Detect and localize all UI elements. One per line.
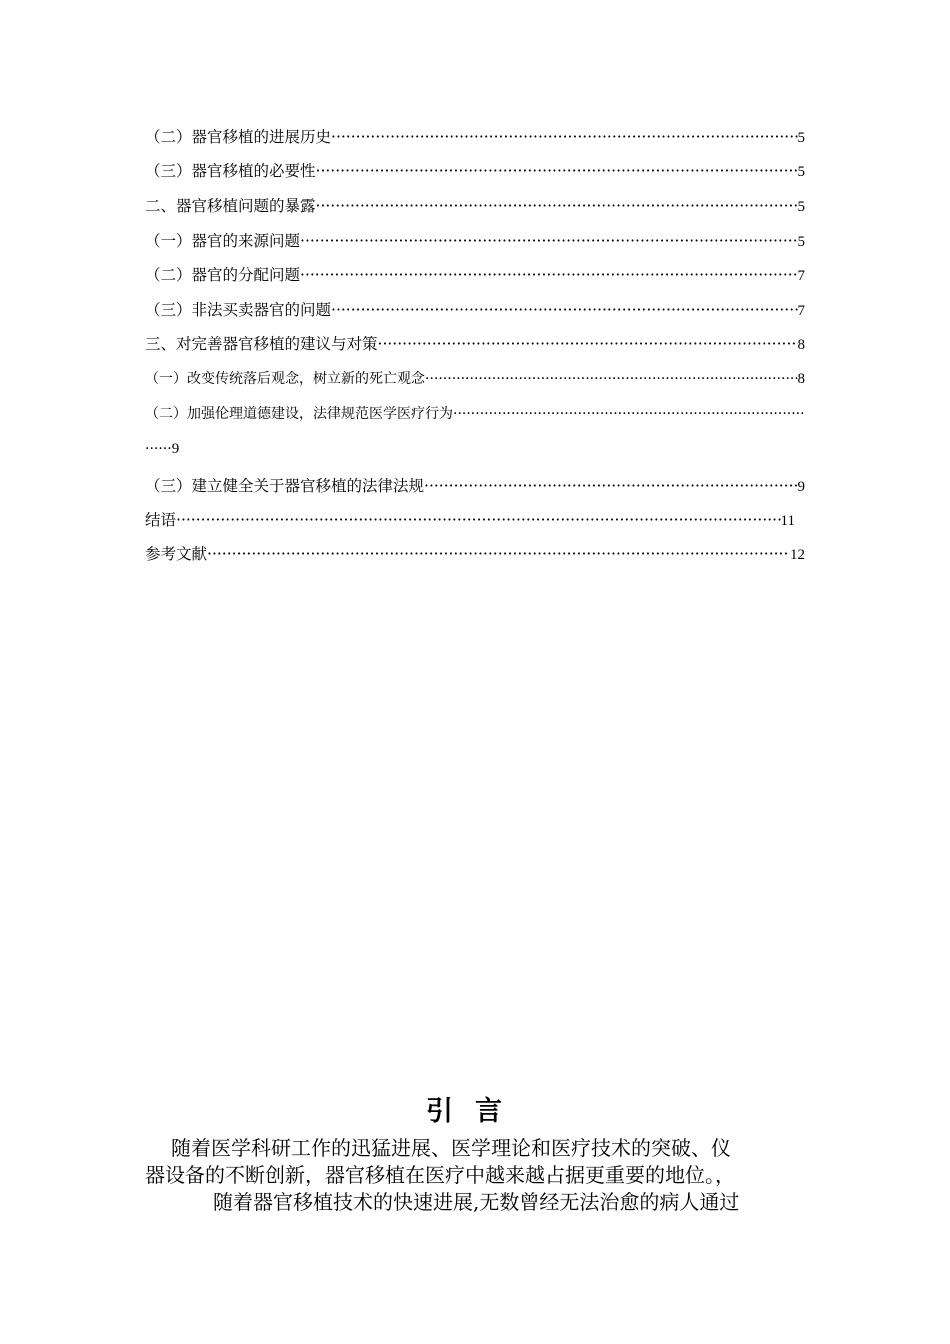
- toc-leader-dots: [300, 264, 797, 286]
- toc-entry-title: （一）改变传统落后观念，树立新的死亡观念: [145, 371, 425, 387]
- toc-entry-title: 参考文献: [145, 545, 208, 563]
- toc-entry[interactable]: [145, 195, 805, 217]
- toc-entry[interactable]: [145, 264, 805, 286]
- introduction-heading: 引言: [426, 1096, 524, 1127]
- toc-entry-title: （三）非法买卖器官的问题: [145, 301, 332, 319]
- toc-leader-dots: [316, 195, 798, 217]
- toc-entry-title: （三）器官移植的必要性: [145, 162, 316, 180]
- toc-leader-dots: ······: [145, 441, 172, 457]
- toc-entry[interactable]: [145, 230, 805, 252]
- toc-leader-dots: [453, 403, 805, 425]
- toc-leader-dots: [331, 299, 797, 321]
- toc-entry[interactable]: [145, 543, 805, 565]
- toc-leader-dots: [176, 509, 781, 531]
- toc-leader-dots: [207, 543, 790, 565]
- body-line: 随着器官移植技术的快速进展,无数曾经无法治愈的病人通过: [213, 1190, 740, 1214]
- introduction-body: [145, 1135, 810, 1216]
- toc-entry[interactable]: [145, 126, 805, 148]
- toc-entry-title: 二、器官移植问题的暴露: [145, 197, 316, 215]
- toc-entry[interactable]: [145, 475, 805, 497]
- toc-entry-title: 结语: [145, 511, 177, 529]
- toc-entry-continuation[interactable]: [145, 438, 179, 460]
- toc-entry[interactable]: [145, 368, 805, 390]
- toc-entry-page: 11: [780, 513, 795, 529]
- toc-entry-title: （一）器官的来源问题: [145, 232, 301, 250]
- toc-entry-title: （三）建立健全关于器官移植的法律法规: [145, 477, 425, 495]
- body-line: 器设备的不断创新，器官移植在医疗中越来越占据更重要的地位。，: [145, 1163, 735, 1187]
- toc-entry[interactable]: [145, 509, 795, 531]
- toc-entry-page: 5: [797, 234, 805, 250]
- toc-leader-dots: [316, 160, 798, 182]
- toc-entry-page: 5: [797, 199, 805, 215]
- toc-leader-dots: [331, 126, 797, 148]
- toc-entry-title: （二）器官移植的进展历史: [145, 128, 332, 146]
- toc-entry-page: 8: [797, 337, 805, 353]
- toc-leader-dots: [378, 333, 798, 355]
- toc-entry-title: （二）器官的分配问题: [145, 266, 301, 284]
- toc-entry-page: 9: [797, 479, 805, 495]
- body-line: 随着医学科研工作的迅猛进展、医学理论和医疗技术的突破、仪: [171, 1136, 731, 1160]
- toc-entry-title: 三、对完善器官移植的建议与对策: [145, 335, 378, 353]
- toc-entry-page: 9: [171, 441, 180, 457]
- toc-entry-page: 8: [797, 371, 805, 387]
- toc-leader-dots: [300, 230, 797, 252]
- toc-entry[interactable]: [145, 403, 805, 425]
- toc-leader-dots: [424, 475, 797, 497]
- toc-entry-page: 7: [797, 303, 805, 319]
- toc-entry[interactable]: [145, 160, 805, 182]
- toc-entry-page: 12: [790, 547, 805, 563]
- toc-leader-dots: [425, 368, 798, 390]
- toc-entry-page: 5: [797, 130, 805, 146]
- toc-entry[interactable]: [145, 299, 805, 321]
- toc-entry-page: 7: [797, 268, 805, 284]
- toc-entry-title: （二）加强伦理道德建设，法律规范医学医疗行为: [145, 406, 453, 422]
- toc-entry-page: 5: [797, 164, 805, 180]
- toc-entry[interactable]: [145, 333, 805, 355]
